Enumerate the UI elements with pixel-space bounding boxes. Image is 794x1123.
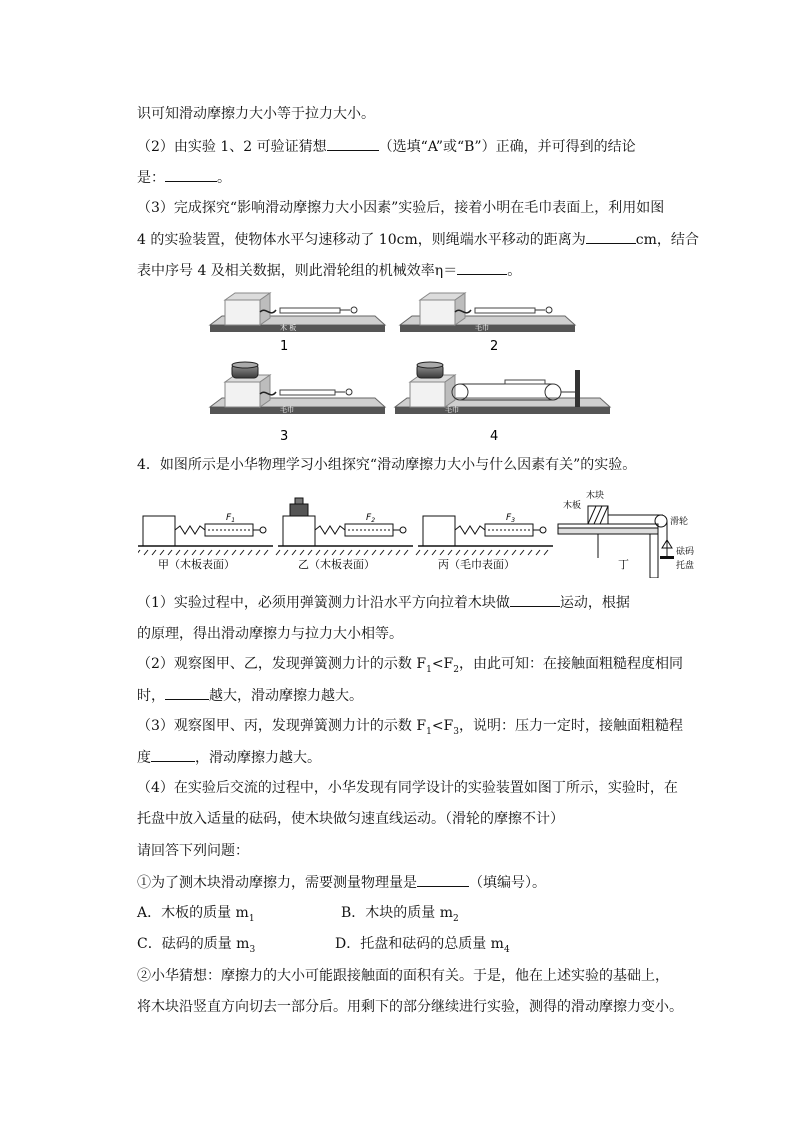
label: 砝码 [676, 547, 695, 557]
text-line: （2）观察图甲、乙，发现弹簧测力计的示数 $F_1<F_2$，由此可知：在接触面粗糙程度相同 [137, 656, 683, 675]
text: 。 [507, 263, 522, 279]
apparatus-4 [395, 362, 610, 444]
label: 托盘 [676, 561, 695, 571]
text: <F [431, 656, 454, 672]
svg-text:F1: $F_1$ [226, 513, 236, 524]
text-line [137, 747, 321, 768]
option-row [137, 903, 459, 929]
text: ，滑动摩擦力越大。 [195, 750, 321, 766]
surface-label: 毛巾 [475, 324, 489, 332]
label: 木板 [563, 501, 582, 511]
figure-number: 4 [490, 429, 499, 444]
figure-number: 2 [490, 339, 499, 354]
answer-blank[interactable] [417, 872, 469, 887]
text-line [137, 136, 636, 157]
text: （4）在实验后交流的过程中，小华发现有同学设计的实验装置如图丁所示，实验时，在 [137, 780, 678, 796]
text: ，由此可知：在接触面粗糙程度相同 [459, 656, 683, 672]
text: （填编号）。 [469, 875, 546, 891]
text-line [137, 167, 231, 188]
text: 的原理，得出滑动摩擦力与拉力大小相等。 [137, 626, 403, 642]
pulley-icon [655, 515, 667, 527]
diagram-yi [276, 498, 413, 571]
text: （选填“A”或“B”）正确，并可得到的结论 [378, 139, 636, 155]
svg-text:F2: $F_2$ [366, 513, 376, 524]
apparatus-2 [400, 293, 575, 354]
surface-label: 毛巾 [445, 406, 459, 414]
option-d: D．托盘和砝码的总质量 $m_4$ [335, 936, 510, 955]
text-line [137, 966, 669, 986]
text: （2）由实验 1、2 可验证猜想 [137, 139, 327, 155]
answer-blank[interactable] [165, 685, 209, 700]
text-line [137, 592, 630, 613]
question-title [137, 455, 636, 475]
apparatus-3 [210, 362, 385, 444]
diagram-ding [558, 489, 694, 578]
text-line [137, 809, 564, 829]
text-line [137, 685, 363, 706]
label: 滑轮 [670, 517, 689, 527]
diagram-jia [138, 513, 273, 571]
option-c: C．砝码的质量 $m_3$ [137, 936, 256, 955]
answer-blank[interactable] [327, 136, 379, 151]
option-b: B．木块的质量 $m_2$ [341, 905, 459, 924]
text: 4 的实验装置，使物体水平匀速移动了 10cm，则绳端水平移动的距离为 [137, 232, 586, 248]
text: （3）完成探究“影响滑动摩擦力大小因素”实验后，接着小明在毛巾表面上，利用如图 [137, 200, 665, 216]
text-line [137, 778, 678, 798]
figure-number: 1 [280, 339, 289, 354]
text: （2）观察图甲、乙，发现弹簧测力计的示数 F [137, 656, 427, 672]
weight-icon [290, 504, 308, 516]
text: 托盘中放入适量的砝码，使木块做匀速直线运动。（滑轮的摩擦不计） [137, 811, 564, 827]
text: 4．如图所示是小华物理学习小组探究“滑动摩擦力大小与什么因素有关”的实验。 [137, 457, 637, 473]
text: （1）实验过程中，必须用弹簧测力计沿水平方向拉着木块做 [137, 595, 510, 611]
option-a: A．木板的质量 $m_1$ [137, 905, 255, 924]
text-line [137, 841, 249, 861]
text-line [137, 997, 683, 1017]
text-line [137, 872, 546, 893]
text-line [137, 104, 375, 124]
text: 请回答下列问题： [137, 843, 249, 859]
text: 识可知滑动摩擦力大小等于拉力大小。 [137, 106, 375, 122]
text: 表中序号 4 及相关数据，则此滑轮组的机械效率η＝ [137, 263, 458, 279]
apparatus-1 [210, 293, 385, 354]
caption: 丁 [618, 558, 629, 571]
text: （3）观察图甲、丙，发现弹簧测力计的示数 F [137, 718, 427, 734]
text: ①为了测木块滑动摩擦力，需要测量物理量是 [137, 875, 417, 891]
text: 运动，根据 [559, 595, 630, 611]
caption: 乙（木板表面） [298, 558, 375, 571]
text: 度 [137, 750, 151, 766]
surface-label: 毛巾 [280, 406, 294, 414]
text: 。 [217, 170, 231, 186]
option-row [137, 934, 510, 960]
label: 木块 [586, 491, 605, 501]
text: ②小华猜想：摩擦力的大小可能跟接触面的面积有关。于是，他在上述实验的基础上， [137, 968, 669, 984]
text-line: （3）观察图甲、丙，发现弹簧测力计的示数 $F_1<F_3$，说明：压力一定时，接触面粗糙程 [137, 718, 683, 737]
text: <F [431, 718, 454, 734]
caption: 甲（木板表面） [158, 558, 235, 571]
answer-blank[interactable] [586, 229, 636, 244]
answer-blank[interactable] [165, 167, 217, 182]
text-line [137, 198, 664, 218]
text: 越大，滑动摩擦力越大。 [209, 688, 363, 704]
text: 将木块沿竖直方向切去一部分后。用剩下的部分继续进行实验，测得的滑动摩擦力变小。 [137, 999, 683, 1015]
figure-number: 3 [280, 429, 289, 444]
text-line [137, 623, 403, 644]
text: cm，结合 [635, 232, 699, 248]
answer-blank[interactable] [510, 592, 560, 607]
diagram-bing [416, 513, 553, 571]
friction-apparatus-figure [200, 290, 620, 446]
answer-blank[interactable] [151, 747, 195, 762]
text-line [137, 260, 521, 281]
text: ，说明：压力一定时，接触面粗糙程 [459, 718, 683, 734]
text: 是： [137, 170, 165, 186]
text: 时， [137, 688, 165, 704]
friction-experiment-figure [138, 488, 698, 578]
text-line [137, 229, 699, 250]
answer-blank[interactable] [457, 260, 507, 275]
svg-text:F3: $F_3$ [506, 513, 516, 524]
caption: 丙（毛巾表面） [438, 558, 515, 571]
surface-label: 木 板 [280, 324, 297, 332]
